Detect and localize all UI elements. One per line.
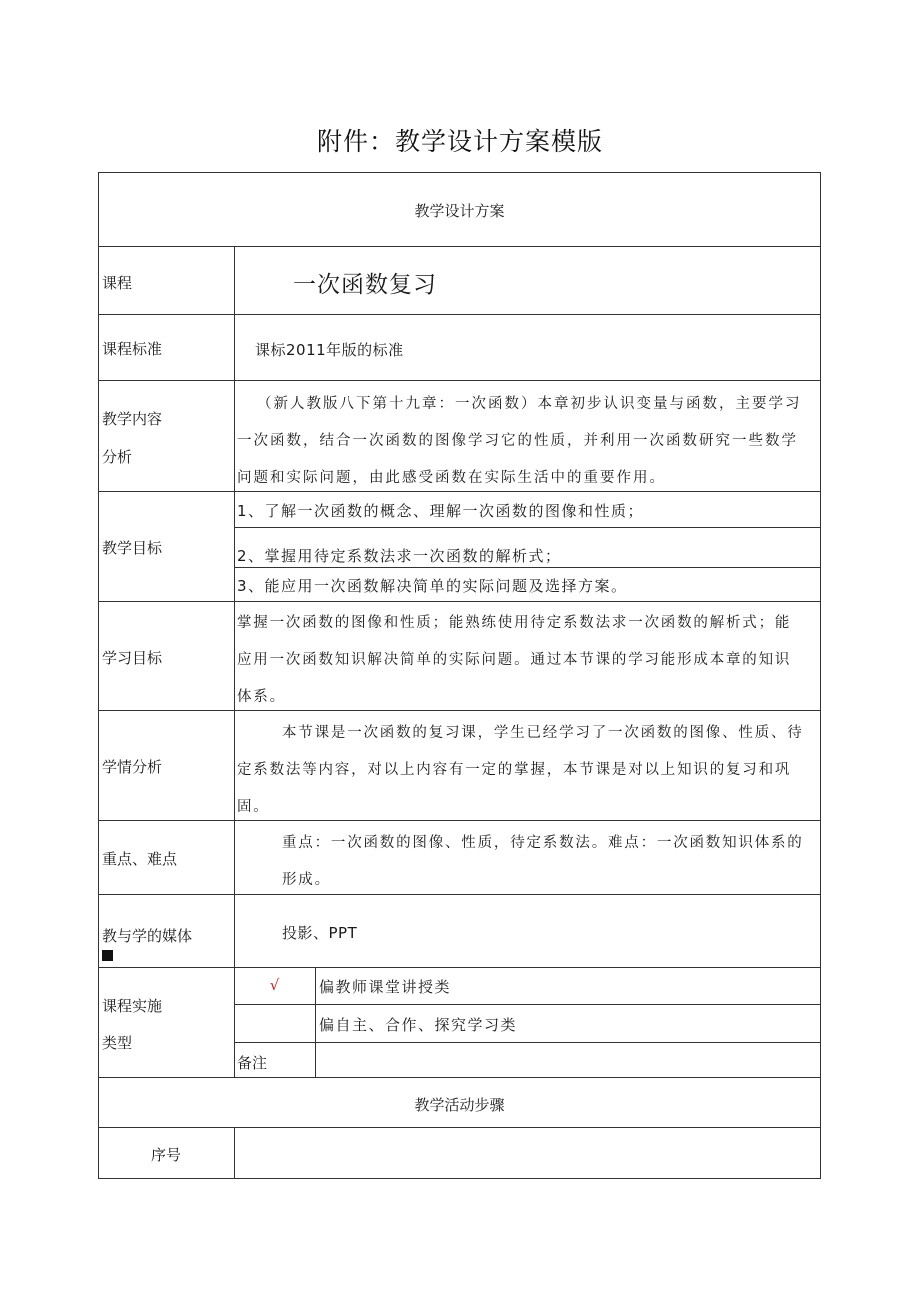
row-divider <box>234 527 821 528</box>
course-label: 课程 <box>102 274 133 292</box>
content-line: （新人教版八下第十九章：一次函数）本章初步认识变量与函数，主要学习 <box>257 396 802 412</box>
row-divider <box>98 1077 821 1078</box>
row-divider <box>98 246 821 247</box>
standard-label: 课程标准 <box>102 340 163 358</box>
student-line: 本节课是一次函数的复习课，学生已经学习了一次函数的图像、性质、待 <box>282 725 804 741</box>
media-label: 教与学的媒体 <box>102 927 193 945</box>
content-analysis-text <box>237 386 821 497</box>
student-analysis-label: 学情分析 <box>102 758 163 776</box>
learning-line: 掌握一次函数的图像和性质；能熟练使用待定系数法求一次函数的解析式；能 <box>237 615 792 631</box>
row-divider <box>234 1004 821 1005</box>
activity-header: 教学活动步骤 <box>414 1096 505 1114</box>
document-title: 附件：教学设计方案模版 <box>316 127 603 156</box>
row-divider <box>234 1042 821 1043</box>
content-line: 一次函数，结合一次函数的图像学习它的性质，并利用一次函数研究一些数学 <box>237 433 798 449</box>
column-divider <box>234 1127 235 1179</box>
media-value: 投影、PPT <box>282 924 358 942</box>
check-mark-icon: √ <box>269 976 280 994</box>
course-type-option-1: 偏教师课堂讲授类 <box>319 978 452 996</box>
content-line: 问题和实际问题，由此感受函数在实际生活中的重要作用。 <box>237 470 666 486</box>
sequence-label: 序号 <box>150 1146 181 1164</box>
key-points-text <box>282 825 821 899</box>
teaching-goal-1: 1、了解一次函数的概念、理解一次函数的图像和性质； <box>237 502 645 520</box>
key-points-line: 形成。 <box>282 872 331 888</box>
standard-value: 课标2011年版的标准 <box>255 341 404 359</box>
course-value: 一次函数复习 <box>293 272 437 298</box>
black-square-mark <box>102 950 113 961</box>
content-analysis-label-1: 教学内容 <box>102 410 163 428</box>
course-type-option-2: 偏自主、合作、探究学习类 <box>319 1016 518 1034</box>
student-line: 固。 <box>237 799 270 815</box>
student-analysis-text <box>237 715 821 826</box>
row-divider <box>98 380 821 381</box>
row-divider <box>98 601 821 602</box>
teaching-goal-2: 2、掌握用待定系数法求一次函数的解析式； <box>237 547 562 565</box>
learning-goals-label: 学习目标 <box>102 649 163 667</box>
teaching-goals-label: 教学目标 <box>102 539 163 557</box>
table-header: 教学设计方案 <box>414 202 505 220</box>
course-type-label-1: 课程实施 <box>102 997 163 1015</box>
remark-label: 备注 <box>237 1054 268 1072</box>
learning-line: 体系。 <box>237 689 286 705</box>
key-points-line: 重点：一次函数的图像、性质，待定系数法。难点：一次函数知识体系的 <box>282 835 804 851</box>
course-type-label-2: 类型 <box>102 1034 133 1052</box>
student-line: 定系数法等内容，对以上内容有一定的掌握，本节课是对以上知识的复习和巩 <box>237 762 792 778</box>
row-divider <box>98 1127 821 1128</box>
learning-line: 应用一次函数知识解决简单的实际问题。通过本节课的学习能形成本章的知识 <box>237 652 792 668</box>
column-divider <box>234 246 235 1077</box>
key-points-label: 重点、难点 <box>102 850 178 868</box>
learning-goals-text <box>237 605 821 716</box>
column-divider <box>315 967 316 1077</box>
row-divider <box>98 314 821 315</box>
content-analysis-label-2: 分析 <box>102 448 133 466</box>
teaching-goal-3: 3、能应用一次函数解决简单的实际问题及选择方案。 <box>237 577 628 595</box>
row-divider <box>98 967 821 968</box>
row-divider <box>234 567 821 568</box>
